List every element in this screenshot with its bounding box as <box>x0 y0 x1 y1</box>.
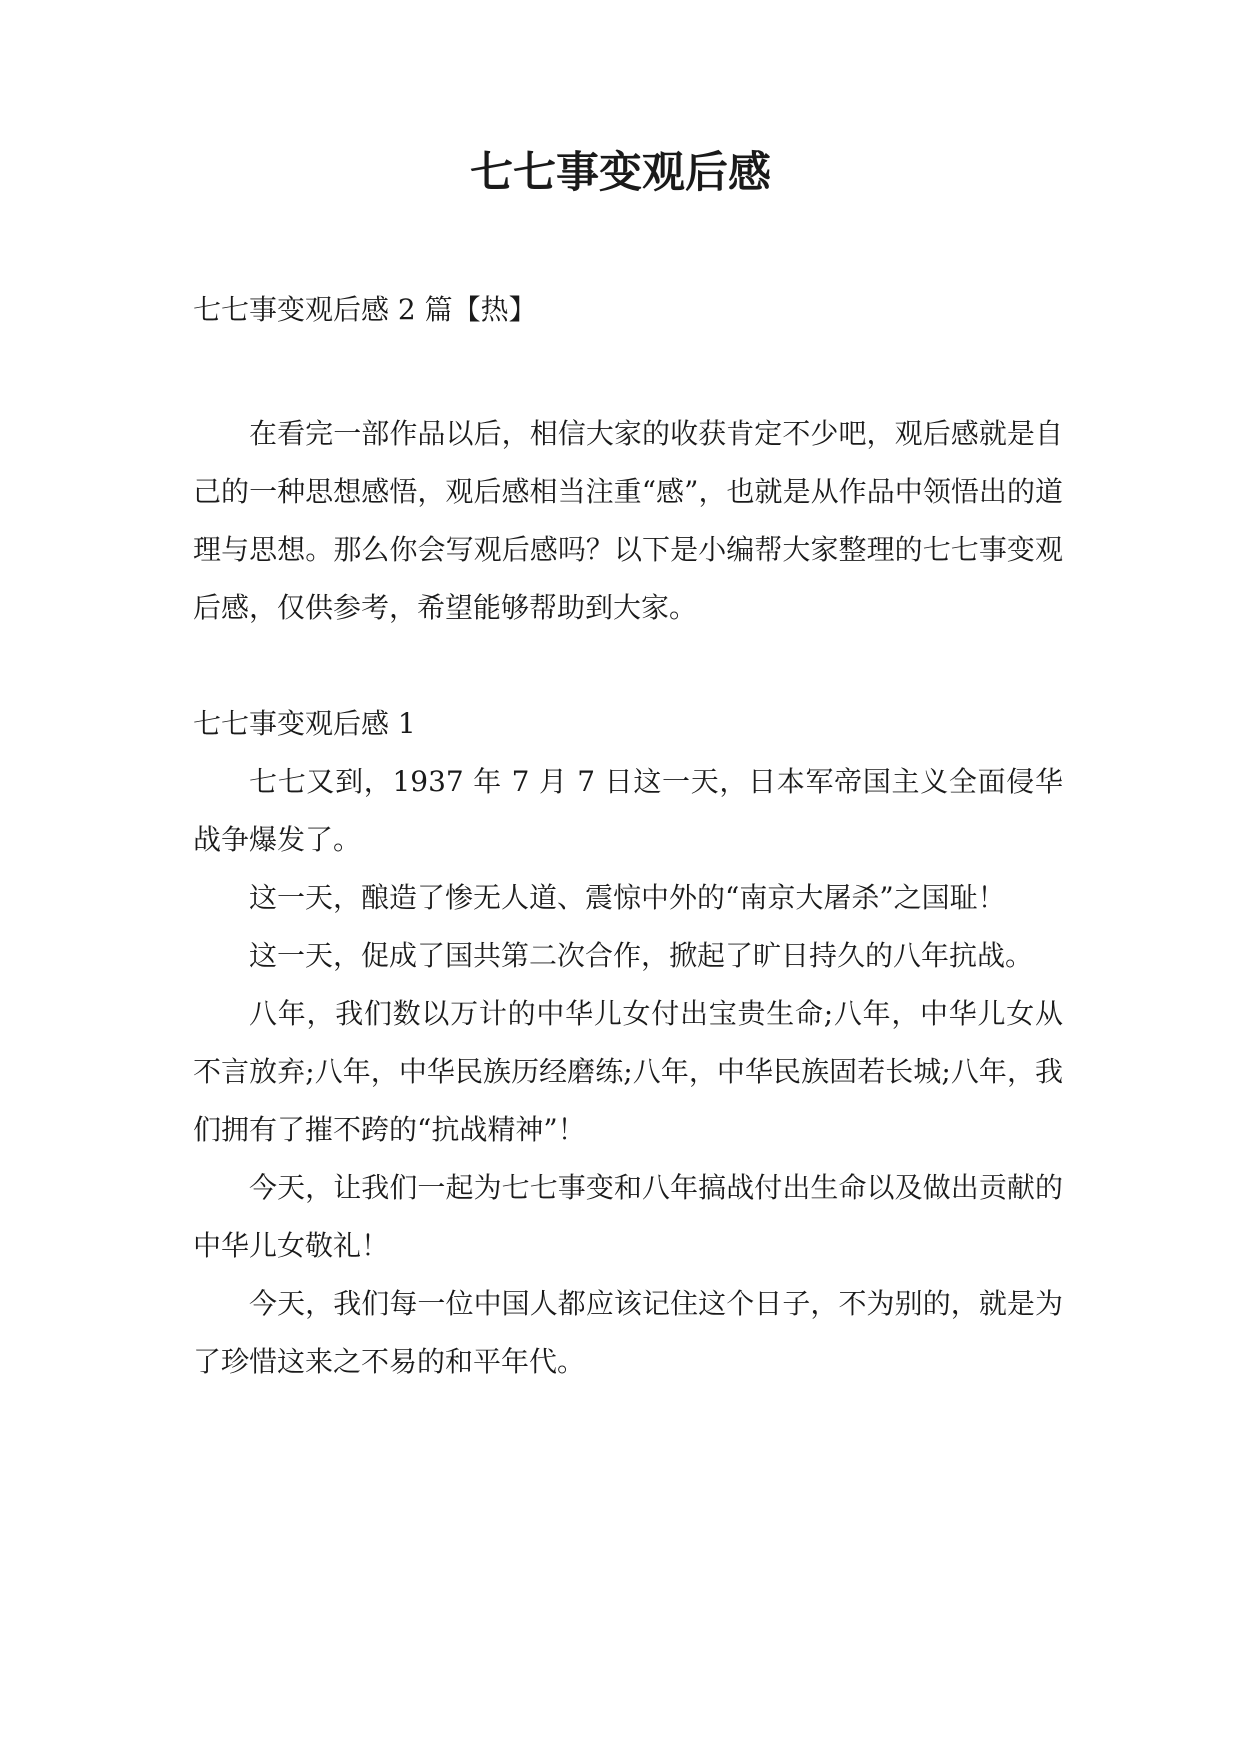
body-paragraph-3: 这一天，促成了国共第二次合作，掀起了旷日持久的八年抗战。 <box>249 939 1034 972</box>
body-paragraph-6: 今天，我们每一位中国人都应该记住这个日子，不为别的，就是为了珍惜这来之不易的和平年代。 <box>193 1287 1063 1378</box>
body-paragraph-4: 八年，我们数以万计的中华儿女付出宝贵生命;八年，中华儿女从不言放弃;八年，中华民族历经磨练;八年，中华民族固若长城;八年，我们拥有了摧不跨的“抗战精神”！ <box>193 997 1063 1146</box>
body-paragraph-2: 这一天，酿造了惨无人道、震惊中外的“南京大屠杀”之国耻！ <box>249 881 1006 914</box>
intro-paragraph: 在看完一部作品以后，相信大家的收获肯定不少吧，观后感就是自己的一种思想感悟，观后感相当注重“感”，也就是从作品中领悟出的道理与思想。那么你会写观后感吗？以下是小编帮大家整理的七七事变观后感，仅供参考，希望能够帮助到大家。 <box>193 417 1063 624</box>
body-paragraph-1: 七七又到，1937 年 7 月 7 日这一天，日本军帝国主义全面侵华战争爆发了。 <box>193 765 1063 856</box>
paragraph-gap <box>193 637 1063 695</box>
section-heading: 七七事变观后感 1 <box>193 707 416 740</box>
document-subtitle: 七七事变观后感 2 篇【热】 <box>193 293 537 326</box>
document-title: 七七事变观后感 <box>470 148 771 198</box>
body-paragraph-5: 今天，让我们一起为七七事变和八年搞战付出生命以及做出贡献的中华儿女敬礼！ <box>193 1171 1063 1262</box>
document-body <box>193 405 1063 1391</box>
